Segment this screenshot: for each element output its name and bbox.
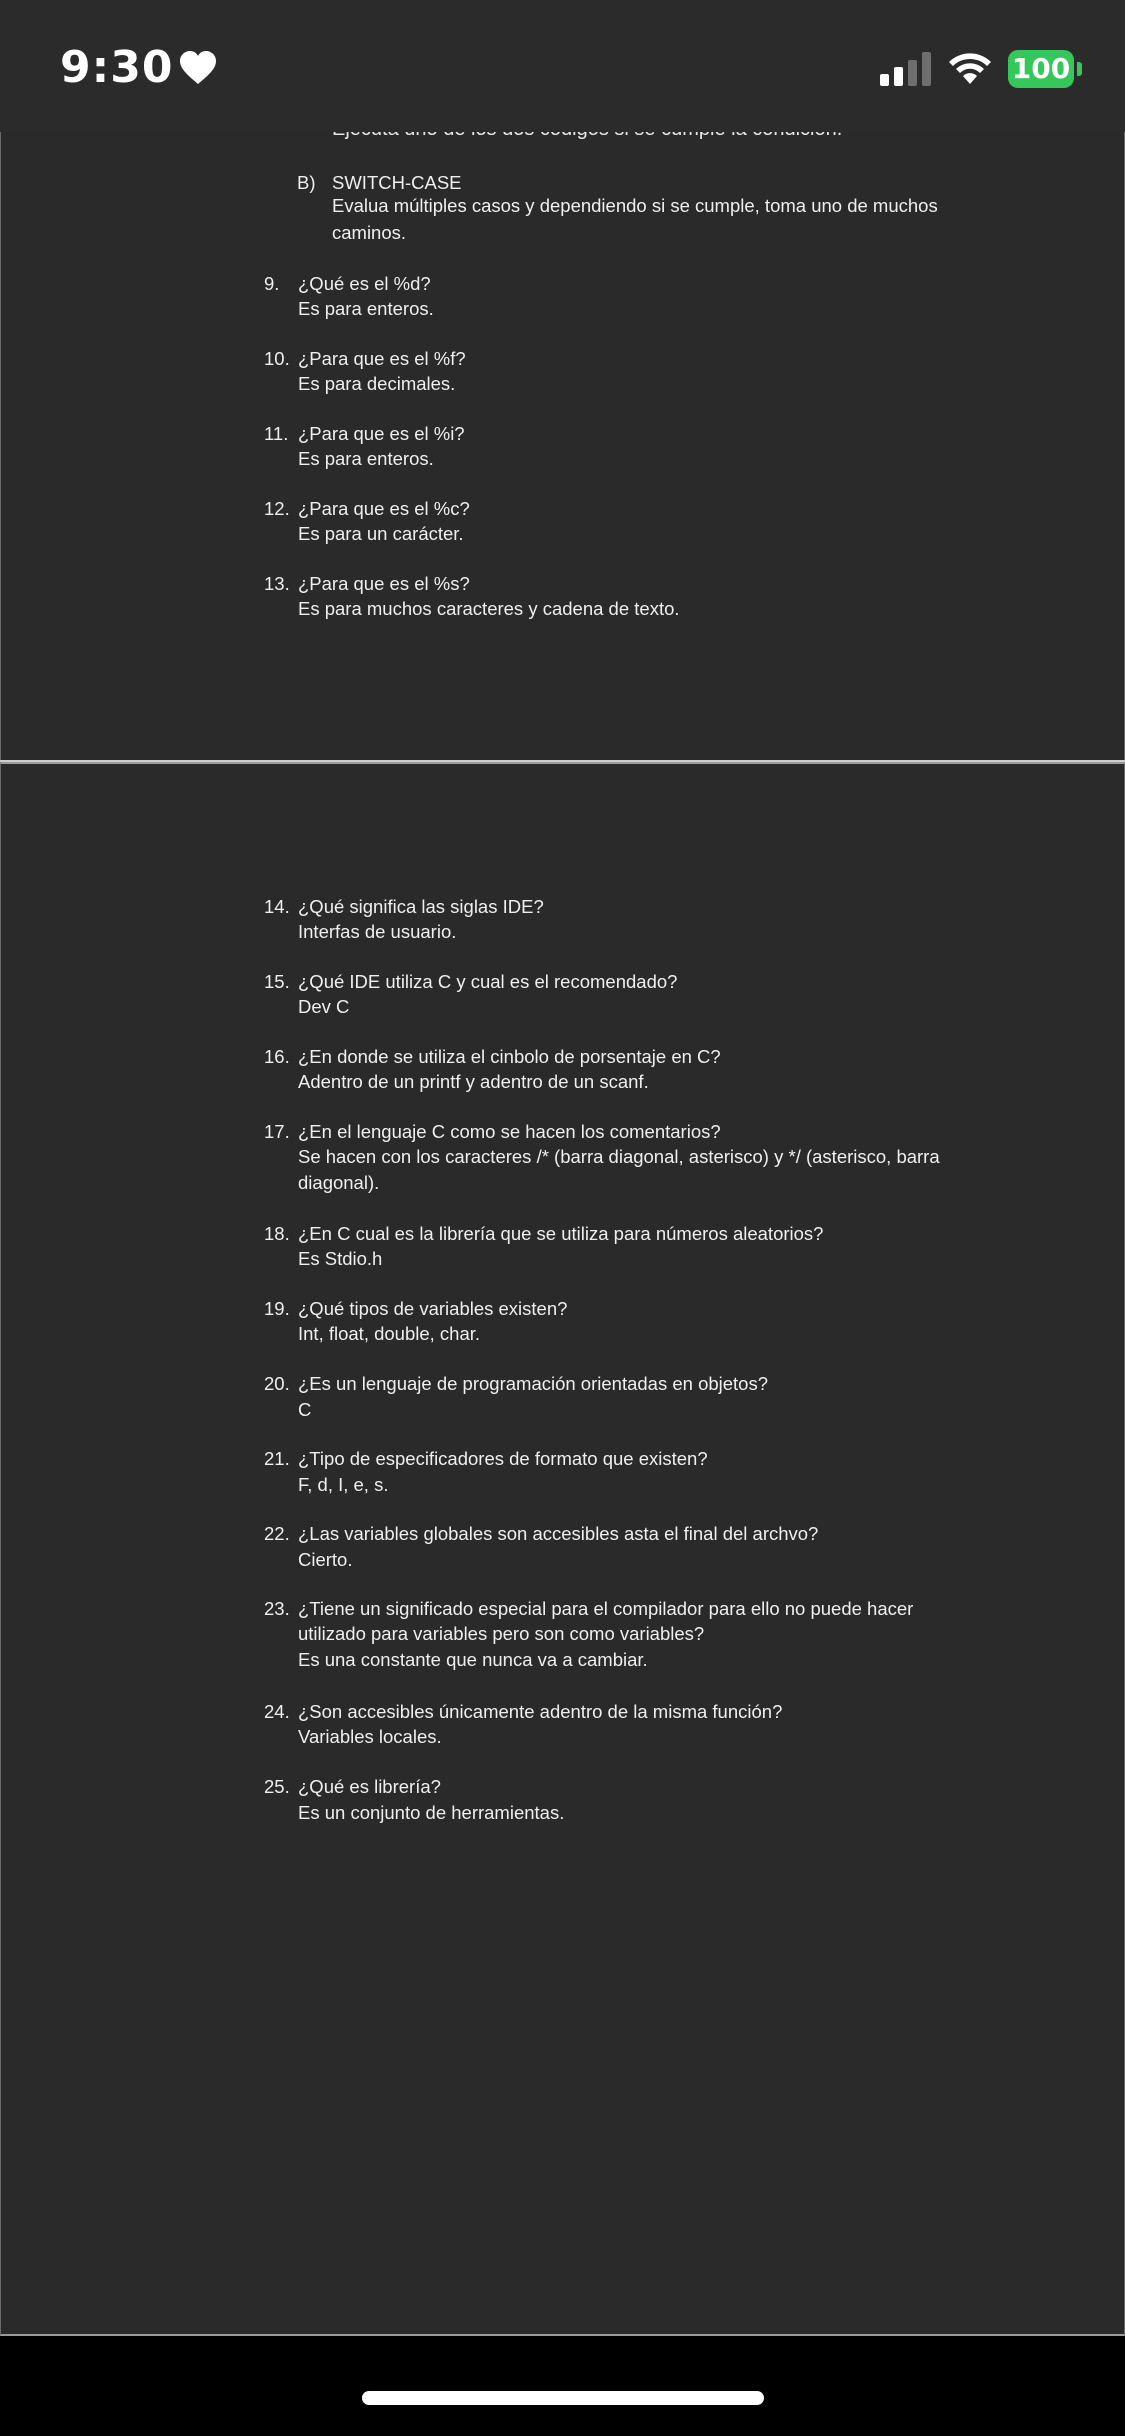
answer-text: Se hacen con los caracteres /* (barra diagonal, asterisco) y */ (asterisco, barra bbox=[298, 1146, 940, 1167]
answer-text: Es para enteros. bbox=[298, 448, 434, 469]
item-number: 19. bbox=[264, 1298, 290, 1319]
question-text-cont: utilizado para variables pero son como variables? bbox=[298, 1623, 705, 1644]
item-number: 18. bbox=[264, 1223, 290, 1244]
question-text: ¿Las variables globales son accesibles asta el final del archvo? bbox=[298, 1523, 819, 1544]
question-text: ¿Son accesibles únicamente adentro de la misma función? bbox=[298, 1701, 783, 1722]
answer-text: Es un conjunto de herramientas. bbox=[298, 1802, 565, 1823]
answer-text: Es Stdio.h bbox=[298, 1248, 383, 1269]
item-number: 11. bbox=[264, 423, 289, 444]
home-indicator[interactable] bbox=[362, 2391, 764, 2405]
item-number: 15. bbox=[264, 971, 290, 992]
item-number: 21. bbox=[264, 1448, 290, 1469]
question-text: ¿Para que es el %s? bbox=[298, 573, 470, 594]
bottom-safe-area bbox=[0, 2338, 1125, 2436]
item-number: 25. bbox=[264, 1776, 290, 1797]
option-b-letter: B) bbox=[297, 172, 316, 193]
question-text: ¿En C cual es la librería que se utiliza para números aleatorios? bbox=[298, 1223, 824, 1244]
item-number: 22. bbox=[264, 1523, 290, 1544]
item-number: 23. bbox=[264, 1598, 290, 1619]
question-text: ¿En el lenguaje C como se hacen los comentarios? bbox=[298, 1121, 721, 1142]
answer-text: Dev C bbox=[298, 996, 350, 1017]
item-number: 24. bbox=[264, 1701, 290, 1722]
question-text: ¿Para que es el %c? bbox=[298, 498, 470, 519]
answer-text: C bbox=[298, 1399, 312, 1420]
item-number: 20. bbox=[264, 1373, 290, 1394]
question-text: ¿Es un lenguaje de programación orientadas en objetos? bbox=[298, 1373, 769, 1394]
item-number: 16. bbox=[264, 1046, 290, 1067]
item-number: 14. bbox=[264, 896, 290, 917]
item-number: 12. bbox=[264, 498, 290, 519]
item-number: 13. bbox=[264, 573, 290, 594]
question-text: ¿Qué tipos de variables existen? bbox=[298, 1298, 568, 1319]
question-text: ¿Tiene un significado especial para el compilador para ello no puede hacer bbox=[298, 1598, 914, 1619]
question-text: ¿Para que es el %f? bbox=[298, 348, 466, 369]
question-text: ¿Qué es el %d? bbox=[298, 273, 431, 294]
answer-text-cont: diagonal). bbox=[298, 1172, 380, 1193]
question-text: ¿Para que es el %i? bbox=[298, 423, 465, 444]
battery-icon: 100 bbox=[1008, 50, 1074, 88]
document-page-2 bbox=[0, 762, 1125, 2336]
question-text: ¿Qué significa las siglas IDE? bbox=[298, 896, 544, 917]
answer-text: F, d, I, e, s. bbox=[298, 1474, 389, 1495]
heart-icon bbox=[178, 50, 218, 86]
question-text: ¿Qué IDE utiliza C y cual es el recomendado? bbox=[298, 971, 678, 992]
question-text: ¿Qué es librería? bbox=[298, 1776, 441, 1797]
answer-text: Es para enteros. bbox=[298, 298, 434, 319]
answer-text: Int, float, double, char. bbox=[298, 1323, 481, 1344]
wifi-icon bbox=[948, 50, 992, 86]
answer-text: Es para decimales. bbox=[298, 373, 456, 394]
answer-text: Interfas de usuario. bbox=[298, 921, 457, 942]
answer-text: Es una constante que nunca va a cambiar. bbox=[298, 1649, 648, 1670]
answer-text: Es para muchos caracteres y cadena de texto. bbox=[298, 598, 680, 619]
question-text: ¿En donde se utiliza el cinbolo de porsentaje en C? bbox=[298, 1046, 721, 1067]
option-b-line1: Evalua múltiples casos y dependiendo si se cumple, toma uno de muchos bbox=[332, 195, 938, 216]
battery-tip bbox=[1077, 62, 1082, 76]
answer-text: Adentro de un printf y adentro de un scanf. bbox=[298, 1071, 649, 1092]
status-bar bbox=[0, 0, 1125, 132]
clock-time: 9:30 bbox=[60, 42, 174, 93]
option-b-line2: caminos. bbox=[332, 222, 407, 243]
question-text: ¿Tipo de especificadores de formato que existen? bbox=[298, 1448, 708, 1469]
item-number: 9. bbox=[264, 273, 280, 294]
option-b-title: SWITCH-CASE bbox=[332, 172, 462, 193]
cellular-signal-icon bbox=[880, 52, 934, 86]
answer-text: Es para un carácter. bbox=[298, 523, 464, 544]
answer-text: Cierto. bbox=[298, 1549, 353, 1570]
item-number: 17. bbox=[264, 1121, 290, 1142]
item-number: 10. bbox=[264, 348, 290, 369]
answer-text: Variables locales. bbox=[298, 1726, 442, 1747]
